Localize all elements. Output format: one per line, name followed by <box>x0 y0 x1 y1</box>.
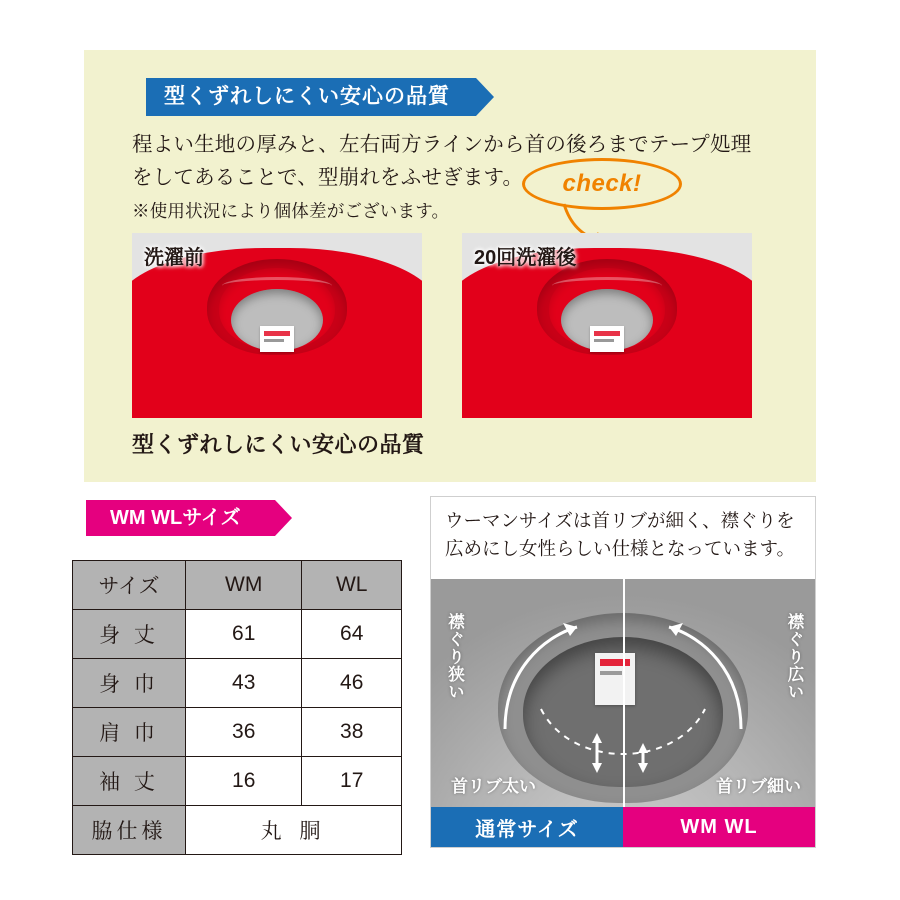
label-rib-thick: 首リブ太い <box>451 777 536 796</box>
cell-sleeve-length-wm: 16 <box>186 757 302 806</box>
check-label: check! <box>562 170 642 197</box>
row-label-shoulder-width: 肩 巾 <box>73 708 186 757</box>
shirt-neck-tape <box>222 277 332 295</box>
cell-body-width-wm: 43 <box>186 659 302 708</box>
header-wm: WM <box>186 561 302 610</box>
quality-panel <box>84 50 816 482</box>
neck-brand-tag <box>595 653 635 705</box>
bar-normal-size: 通常サイズ <box>431 807 623 847</box>
cell-side-spec-value: 丸 胴 <box>186 806 402 855</box>
row-label-side-spec: 脇仕様 <box>73 806 186 855</box>
cell-body-length-wl: 64 <box>302 610 402 659</box>
table-row <box>73 659 402 708</box>
row-label-sleeve-length: 袖 丈 <box>73 757 186 806</box>
cell-shoulder-width-wm: 36 <box>186 708 302 757</box>
photo-after-wash <box>462 233 752 418</box>
cell-shoulder-width-wl: 38 <box>302 708 402 757</box>
photo-before-wash <box>132 233 422 418</box>
size-compare-bars <box>431 807 815 847</box>
quality-bottom-caption: 型くずれしにくい安心の品質 <box>132 432 425 457</box>
shirt-neck-tape-2 <box>552 277 662 295</box>
size-ribbon-title: WM WLサイズ <box>86 500 275 536</box>
center-divider <box>623 579 625 809</box>
size-table <box>72 560 402 855</box>
table-header-row <box>73 561 402 610</box>
label-neckline-narrow: 襟ぐり狭い <box>445 613 464 701</box>
table-row <box>73 757 402 806</box>
shirt-brand-tag <box>260 326 294 352</box>
row-label-body-length: 身 丈 <box>73 610 186 659</box>
cell-body-width-wl: 46 <box>302 659 402 708</box>
photo-caption-before: 洗濯前 <box>144 247 204 269</box>
quality-note-text: ※使用状況により個体差がございます。 <box>132 201 450 221</box>
row-label-body-width: 身 巾 <box>73 659 186 708</box>
cell-sleeve-length-wl: 17 <box>302 757 402 806</box>
quality-body-text: 程よい生地の厚みと、左右両方ラインから首の後ろまでテープ処理をしてあることで、型崩れをふせぎます。 <box>132 133 752 190</box>
header-size: サイズ <box>73 561 186 610</box>
neck-description: ウーマンサイズは首リブが細く、襟ぐりを広めにし女性らしい仕様となっています。 <box>445 510 796 559</box>
header-wl: WL <box>302 561 402 610</box>
neck-comparison-block <box>430 496 816 848</box>
table-row <box>73 610 402 659</box>
table-row <box>73 806 402 855</box>
label-rib-thin: 首リブ細い <box>716 777 801 796</box>
shirt-brand-tag-2 <box>590 326 624 352</box>
quality-ribbon-title: 型くずれしにくい安心の品質 <box>146 78 476 116</box>
bar-wm-wl-size: WM WL <box>623 807 815 847</box>
table-row <box>73 708 402 757</box>
label-neckline-wide: 襟ぐり広い <box>785 613 803 701</box>
photo-caption-after: 20回洗濯後 <box>474 247 577 269</box>
cell-body-length-wm: 61 <box>186 610 302 659</box>
